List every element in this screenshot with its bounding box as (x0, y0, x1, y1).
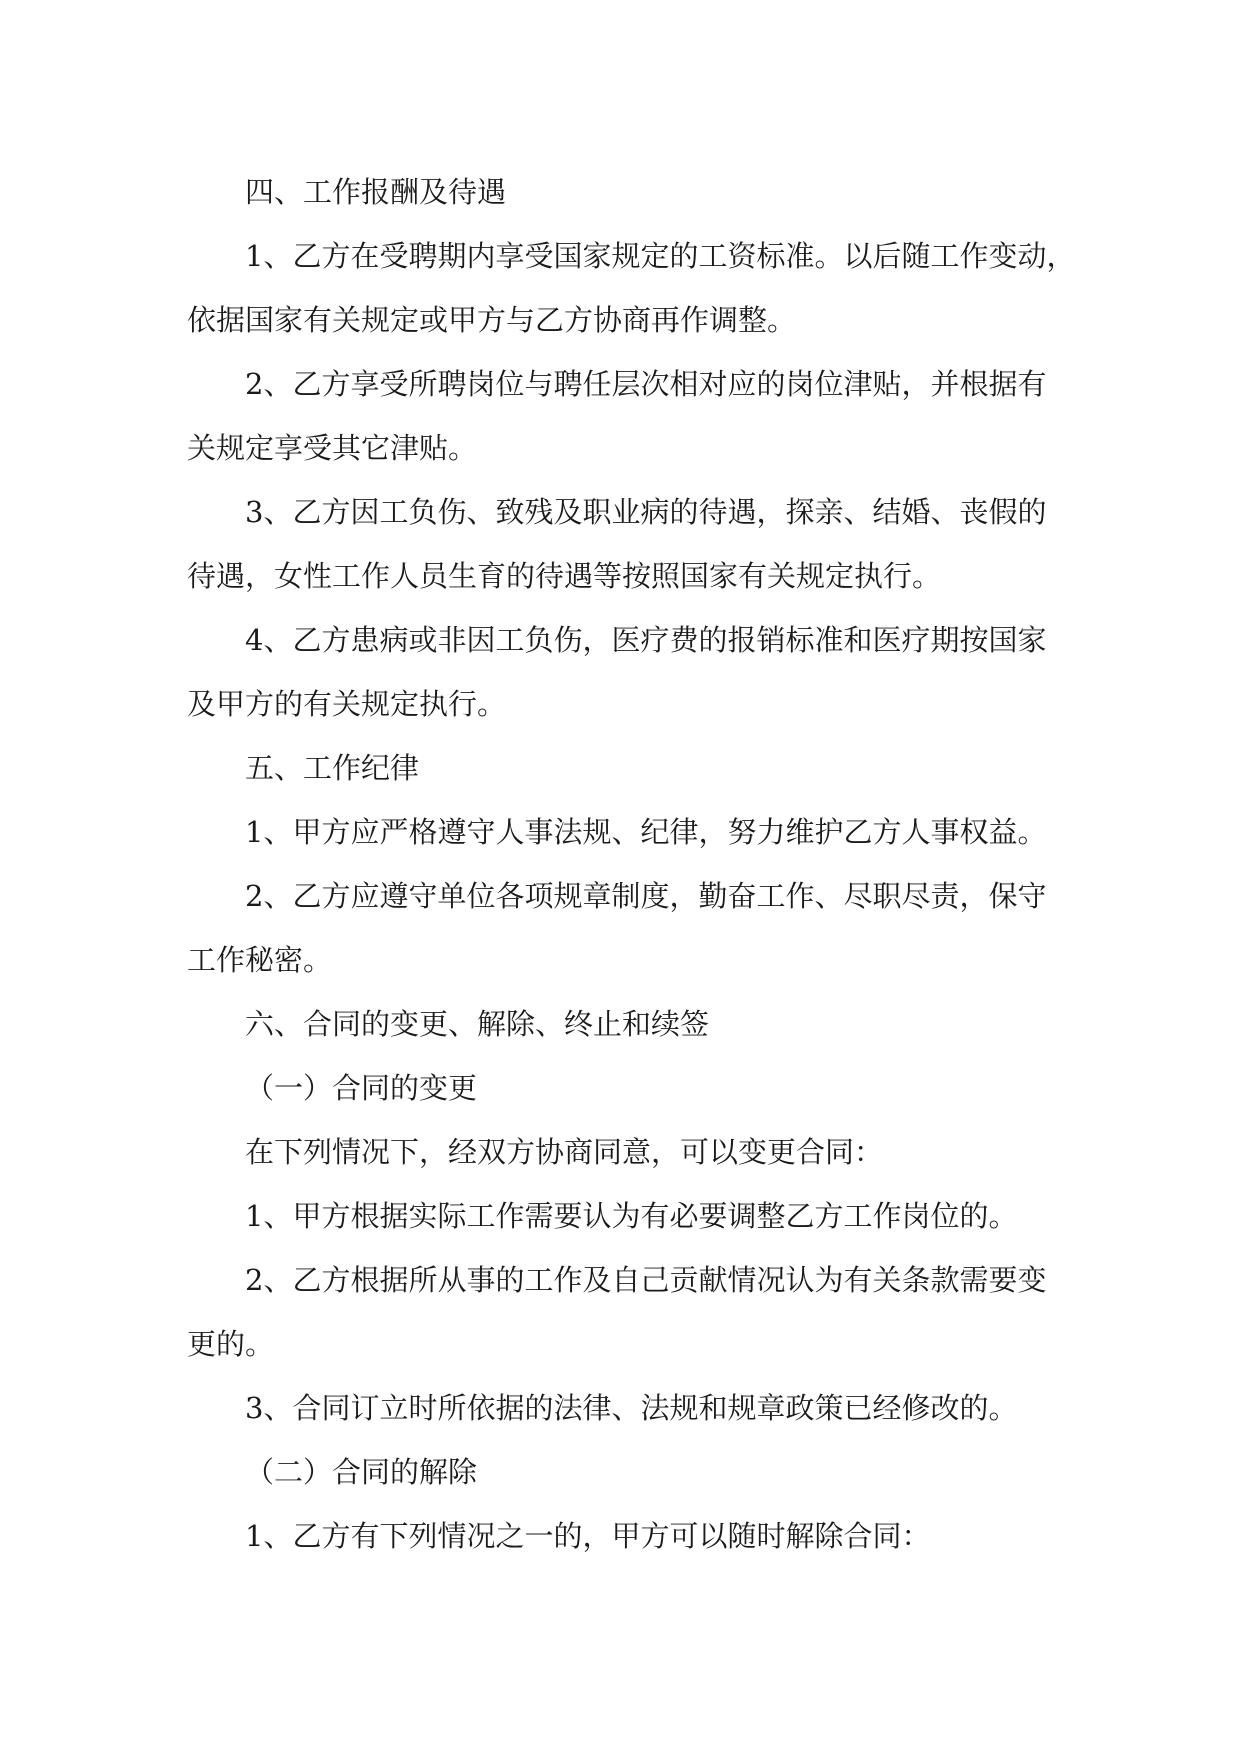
clause-paragraph (187, 480, 1067, 608)
text-line: 六、合同的变更、解除、终止和续签 (245, 1007, 710, 1041)
text-line: 1、甲方应严格遵守人事法规、纪律，努力维护乙方人事权益。 (245, 815, 1047, 849)
text-line: 2、乙方享受所聘岗位与聘任层次相对应的岗位津贴，并根据有 (245, 367, 1047, 401)
clause-paragraph (187, 1184, 1067, 1248)
text-line: 1、甲方根据实际工作需要认为有必要调整乙方工作岗位的。 (245, 1199, 1018, 1233)
text-line: 依据国家有关规定或甲方与乙方协商再作调整。 (187, 303, 797, 337)
clause-paragraph (187, 800, 1067, 864)
section-heading (187, 160, 1067, 224)
text-line: 4、乙方患病或非因工负伤，医疗费的报销标准和医疗期按国家 (245, 623, 1047, 657)
text-line: 3、合同订立时所依据的法律、法规和规章政策已经修改的。 (245, 1391, 1018, 1425)
clause-paragraph (187, 1120, 1067, 1184)
text-line: （一）合同的变更 (245, 1071, 478, 1105)
text-line: 关规定享受其它津贴。 (187, 431, 478, 465)
clause-paragraph (187, 864, 1067, 992)
document-body (187, 160, 1076, 1568)
text-line: 四、工作报酬及待遇 (245, 175, 507, 209)
text-line: 3、乙方因工负伤、致残及职业病的待遇，探亲、结婚、丧假的 (245, 495, 1047, 529)
clause-paragraph (187, 608, 1067, 736)
text-line: 1、乙方在受聘期内享受国家规定的工资标准。以后随工作变动， (245, 239, 1076, 273)
text-line: 1、乙方有下列情况之一的，甲方可以随时解除合同： (245, 1519, 931, 1553)
clause-paragraph (187, 352, 1067, 480)
text-line: 在下列情况下，经双方协商同意，可以变更合同： (245, 1135, 884, 1169)
text-line: 五、工作纪律 (245, 751, 420, 785)
clause-paragraph (187, 224, 1076, 352)
clause-paragraph (187, 1248, 1067, 1376)
section-heading (187, 992, 1067, 1056)
text-line: 更的。 (187, 1327, 275, 1361)
subsection-heading (187, 1056, 1067, 1120)
section-heading (187, 736, 1067, 800)
text-line: 待遇，女性工作人员生育的待遇等按照国家有关规定执行。 (187, 559, 942, 593)
clause-paragraph (187, 1376, 1067, 1440)
text-line: （二）合同的解除 (245, 1455, 478, 1489)
text-line: 2、乙方应遵守单位各项规章制度，勤奋工作、尽职尽责，保守 (245, 879, 1047, 913)
text-line: 及甲方的有关规定执行。 (187, 687, 507, 721)
clause-paragraph (187, 1504, 1067, 1568)
text-line: 2、乙方根据所从事的工作及自己贡献情况认为有关条款需要变 (245, 1263, 1047, 1297)
subsection-heading (187, 1440, 1067, 1504)
text-line: 工作秘密。 (187, 943, 333, 977)
